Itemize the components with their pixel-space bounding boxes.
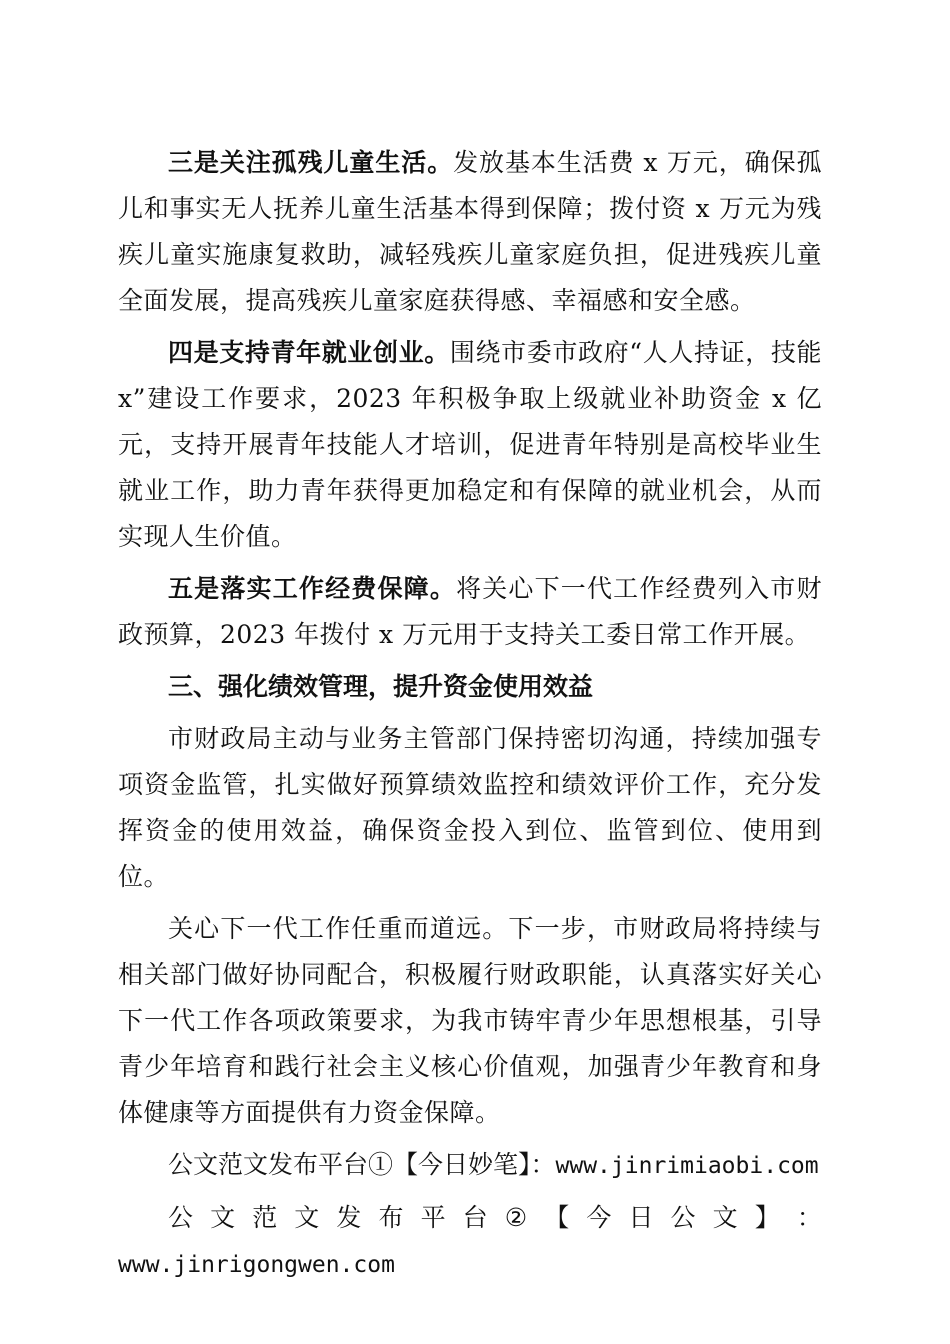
footer-char: 发 — [336, 1203, 362, 1232]
footer-label: 公文范文发布平台①【今日妙笔】： — [168, 1150, 556, 1179]
footer-char: ② — [504, 1203, 528, 1232]
footer-char: 今 — [586, 1203, 612, 1232]
footer-platform-1 — [118, 1142, 822, 1189]
footer-char: 文 — [210, 1203, 236, 1232]
section-heading: 三、强化绩效管理，提升资金使用效益 — [168, 672, 594, 701]
footer-char: ： — [796, 1203, 822, 1232]
paragraph-next-steps: 关心下一代工作任重而道远。下一步，市财政局将持续与相关部门做好协同配合，积极履行财政职能，认真落实好关心下一代工作各项政策要求，为我市铸牢青少年思想根基，引导青少年培育和践行社会主义核心价值观，加强青少年教育和身体健康等方面提供有力资金保障。 — [118, 914, 822, 1127]
footer-platform-2-url — [118, 1241, 822, 1288]
paragraph-body: 发放基本生活费 x 万元，确保孤儿和事实无人抚养儿童生活基本得到保障；拨付资 x 万元为残疾儿童实施康复救助，减轻残疾儿童家庭负担，促进残疾儿童全面发展，提高残疾儿童家庭获得感、幸福感和安全感。 — [118, 148, 822, 315]
footer-char: 范 — [252, 1203, 278, 1232]
paragraph-body: 将关心下一代工作经费列入市财政预算，2023 年拨付 x 万元用于支持关工委日常工作开展。 — [118, 574, 822, 649]
footer-char: 公 — [168, 1203, 194, 1232]
footer-url-link[interactable]: www.jinrimiaobi.com — [555, 1153, 819, 1179]
paragraph-lead: 三是关注孤残儿童生活。 — [168, 148, 454, 177]
footer-char: 文 — [294, 1203, 320, 1232]
paragraph-youth-employment — [118, 330, 822, 560]
footer-char: 日 — [628, 1203, 654, 1232]
document-page — [118, 140, 822, 1288]
footer-char: 台 — [462, 1203, 488, 1232]
paragraph-performance-management: 市财政局主动与业务主管部门保持密切沟通，持续加强专项资金监管，扎实做好预算绩效监控和绩效评价工作，充分发挥资金的使用效益，确保资金投入到位、监管到位、使用到位。 — [118, 724, 822, 891]
paragraph-lead: 四是支持青年就业创业。 — [168, 338, 450, 367]
footer-char: 】 — [754, 1203, 780, 1232]
footer-char: 公 — [670, 1203, 696, 1232]
paragraph-body: 围绕市委市政府“人人持证，技能 x”建设工作要求，2023 年积极争取上级就业补助资金 x 亿元，支持开展青年技能人才培训，促进青年特别是高校毕业生就业工作，助力青年获得更加稳定和有保障的就业机会，从而实现人生价值。 — [118, 338, 822, 551]
footer-char: 平 — [420, 1203, 446, 1232]
footer-char: 【 — [544, 1203, 570, 1232]
footer-platform-2 — [118, 1195, 822, 1241]
paragraph-lead: 五是落实工作经费保障。 — [168, 574, 457, 603]
footer-char: 布 — [378, 1203, 404, 1232]
paragraph-orphan-children — [118, 140, 822, 324]
footer-url-link[interactable]: www.jinrigongwen.com — [118, 1252, 395, 1278]
paragraph-work-funding — [118, 566, 822, 658]
footer-char: 文 — [712, 1203, 738, 1232]
